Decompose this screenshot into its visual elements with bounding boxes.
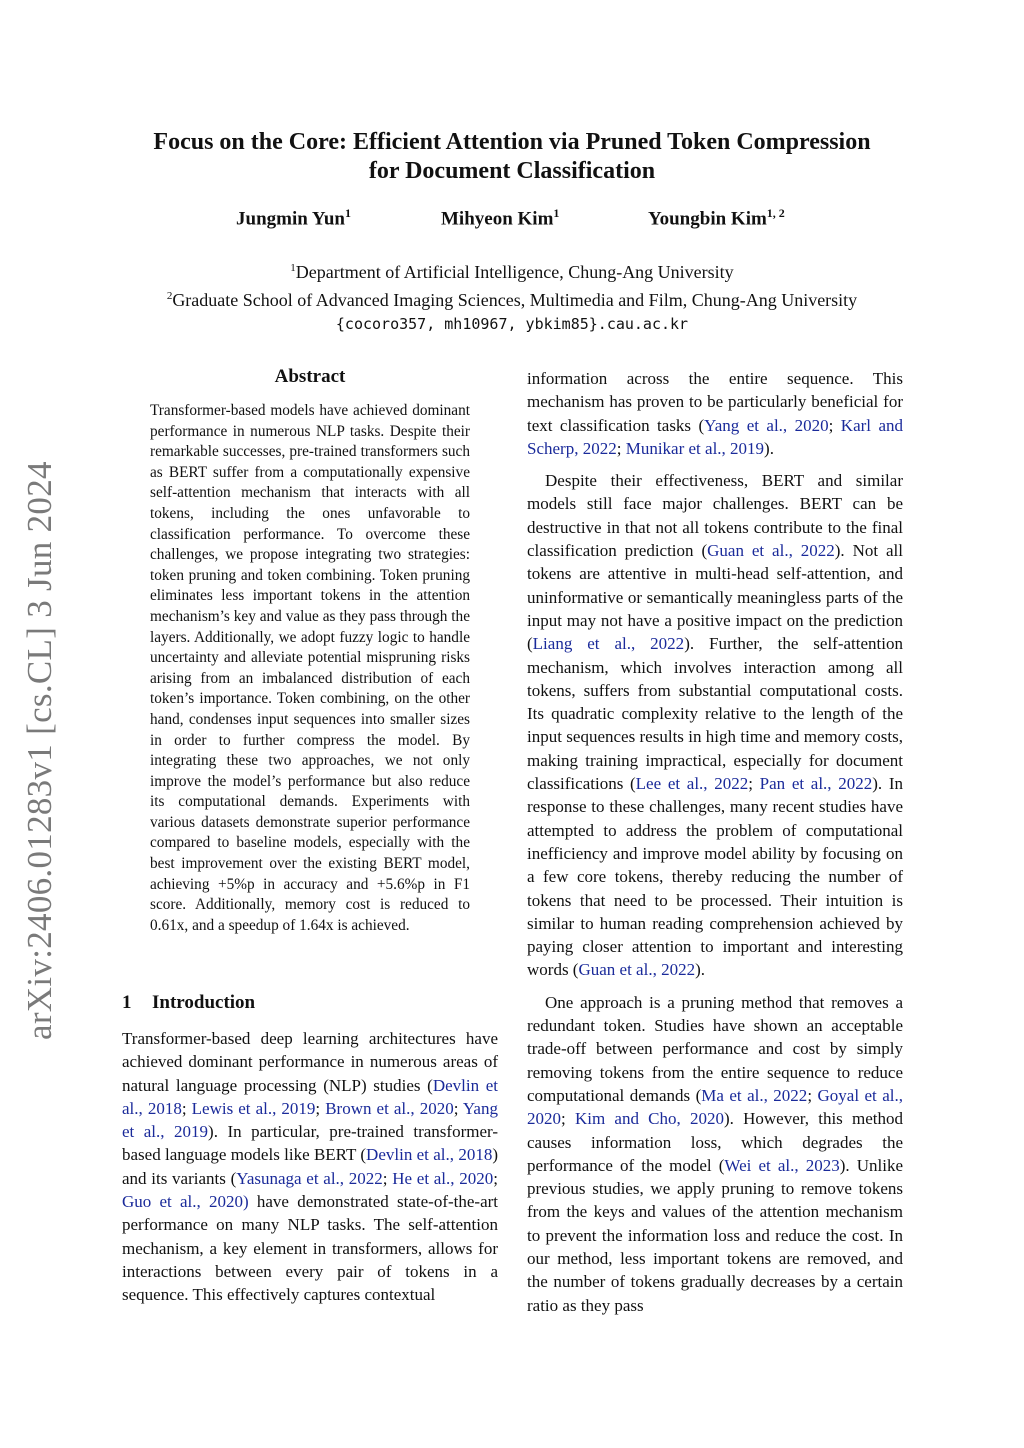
citation-link[interactable]: Ma et al., 2022 <box>701 1085 808 1105</box>
intro-paragraph-4 <box>527 991 903 1317</box>
body-text: ). In particular, pre-trained transformer-based language models like BERT ( <box>122 1122 498 1165</box>
body-text: ) and its variants ( <box>122 1145 498 1188</box>
citation-link[interactable]: Guan et al., 2022 <box>707 541 835 561</box>
intro-paragraph-1 <box>122 1027 498 1307</box>
citation-link[interactable]: He et al., 2020 <box>392 1168 494 1188</box>
body-text: ; <box>453 1098 463 1118</box>
body-text: ; <box>828 415 841 435</box>
body-text: ; <box>616 438 626 458</box>
body-text: ; <box>493 1168 498 1188</box>
affiliations <box>100 256 924 336</box>
citation-link[interactable]: Wei et al., 2023 <box>724 1155 840 1175</box>
body-text: information across the entire sequence. This mechanism has proven to be particularly beneficial for text classification tasks ( <box>527 369 903 435</box>
body-text: ; <box>807 1085 818 1105</box>
section-title: Introduction <box>152 992 256 1013</box>
body-text: ). However, this method causes information loss, which degrades the performance of the model ( <box>527 1109 903 1175</box>
section-number: 1 <box>122 992 132 1013</box>
citation-link[interactable]: Guan et al., 2022 <box>578 960 696 980</box>
citation-link[interactable]: Liang et al., 2022 <box>532 634 685 654</box>
citation-link[interactable]: Brown et al., 2020 <box>325 1098 454 1118</box>
citation-link[interactable]: Kim and Cho, 2020 <box>574 1109 724 1129</box>
author-emails: {cocoro357, mh10967, ybkim85}.cau.ac.kr <box>335 315 689 333</box>
body-text: ; <box>561 1109 575 1129</box>
body-text: ; <box>315 1098 326 1118</box>
title-line-2: for Document Classification <box>368 158 656 184</box>
intro-paragraph-2 <box>527 367 903 460</box>
body-text: ; <box>181 1098 192 1118</box>
citation-link[interactable]: Goyal et al., 2020 <box>527 1085 903 1129</box>
intro-column-left <box>122 1027 498 1307</box>
body-text: ). <box>764 438 774 458</box>
author-3: Youngbin Kim$^{1, 2}$ <box>648 206 785 230</box>
citation-link[interactable]: Lee et al., 2022 <box>635 774 749 794</box>
affiliation-2: $^2$Graduate School of Advanced Imaging Sciences, Multimedia and Film, Chung-Ang University <box>166 290 858 310</box>
author-1: Jungmin Yun$^1$ <box>236 206 351 230</box>
body-text: One approach is a pruning method that removes a redundant token. Studies have shown an acceptable trade-off between performance and cost by simply removing tokens from the entire sequence to reduce computational demands ( <box>527 992 903 1105</box>
author-list <box>200 206 840 234</box>
author-2: Mihyeon Kim$^1$ <box>441 206 560 230</box>
abstract-text: Transformer-based models have achieved dominant performance in numerous NLP tasks. Despite their remarkable successes, pre-trained transformers such as BERT suffer from a computationally expensive self-attention mechanism that interacts with all tokens, including the ones unfavorable to classification performance. To overcome these challenges, we propose integrating two strategies: token pruning and token combining. Token pruning eliminates less important tokens in the attention mechanism’s key and value as they pass through the layers. Additionally, we adopt fuzzy logic to handle uncertainty and alleviate potential mispruning risks arising from an imbalanced distribution of each token’s importance. Token combining, on the other hand, condenses input sequences into smaller sizes in order to further compress the model. By integrating these two approaches, we not only improve the model’s performance but also reduce its computational demands. Experiments with various datasets demonstrate superior performance compared to baseline models, especially with the best improvement over the existing BERT model, achieving +5%p in accuracy and +5.6%p in F1 score. Additionally, memory cost is reduced to 0.61x, and a speedup of 1.64x is achieved. <box>150 402 470 934</box>
citation-link[interactable]: Yasunaga et al., 2022 <box>236 1168 383 1188</box>
body-text: ). Unlike previous studies, we apply pruning to remove tokens from the keys and values of the attention mechanism to prevent the information loss and reduce the cost. In our method, less important tokens are removed, and the number of tokens gradually decreases by a certain ratio as they pass <box>527 1155 903 1315</box>
citation-link[interactable]: Devlin et al., 2018 <box>366 1145 493 1165</box>
body-text: ; <box>748 774 760 794</box>
citation-link[interactable]: Pan et al., 2022 <box>759 774 873 794</box>
citation-link[interactable]: Munikar et al., 2019 <box>625 438 765 458</box>
arxiv-identifier: arXiv:2406.01283v1 [cs.CL] 3 Jun 2024 <box>20 461 59 1040</box>
body-text: have demonstrated state-of-the-art performance on many NLP tasks. The self-attention mechanism, a key element in transformers, allows for interactions between every pair of tokens in a sequence. This effectively captures contextual <box>122 1192 498 1305</box>
body-text: ). <box>695 960 705 980</box>
abstract-heading: Abstract <box>274 366 346 387</box>
citation-link[interactable]: Guo et al., 2020) <box>122 1192 249 1212</box>
citation-link[interactable]: Karl and Scherp, 2022 <box>527 415 903 458</box>
body-text: ). In response to these challenges, many recent studies have attempted to address the problem of computational inefficiency and improve model ability by focusing on a few core tokens, thereby reducing the number of tokens that need to be processed. Their intuition is similar to human reading comprehension achieved by paying closer attention to important and interesting words ( <box>527 774 904 980</box>
title-line-1: Focus on the Core: Efficient Attention via Pruned Token Compression <box>153 129 871 155</box>
body-text: ). Not all tokens are attentive in multi-head self-attention, and uninformative or semantically meaningless parts of the input may not have a positive impact on the prediction ( <box>527 541 903 654</box>
body-text: Transformer-based deep learning architectures have achieved dominant performance in numerous areas of natural language processing (NLP) studies ( <box>122 1029 498 1095</box>
citation-link[interactable]: Yang et al., 2020 <box>704 415 829 435</box>
affiliation-1: $^1$Department of Artificial Intelligence, Chung-Ang University <box>290 262 734 282</box>
intro-paragraph-3 <box>527 469 903 982</box>
body-text: ; <box>382 1168 393 1188</box>
paper-title <box>100 128 924 186</box>
citation-link[interactable]: Lewis et al., 2019 <box>191 1098 316 1118</box>
body-text: Despite their effectiveness, BERT and similar models still face major challenges. BERT can be destructive in that not all tokens contribute to the final classification prediction ( <box>527 471 903 561</box>
section-heading-introduction <box>122 992 255 1014</box>
body-text: ). Further, the self-attention mechanism, which involves interaction among all tokens, suffers from substantial computational costs. Its quadratic complexity relative to the length of the input sequences results in high time and memory costs, making training impractical, especially for document classifications ( <box>527 634 903 794</box>
intro-column-right <box>527 367 903 1317</box>
citation-link[interactable]: Yang et al., 2019 <box>122 1098 498 1142</box>
citation-link[interactable]: Devlin et al., 2018 <box>122 1075 498 1118</box>
